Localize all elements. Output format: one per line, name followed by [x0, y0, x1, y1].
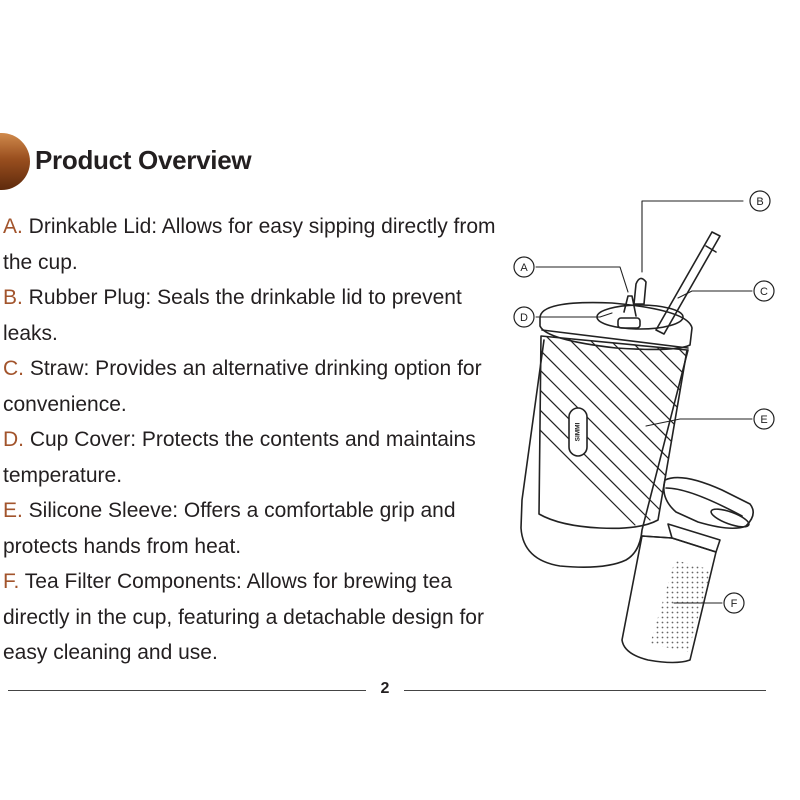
- feature-item-c: [3, 351, 503, 422]
- sleeve-logo: [575, 422, 582, 441]
- page-number: 2: [380, 680, 390, 697]
- feature-list: [3, 209, 503, 671]
- callout-b: [750, 191, 770, 211]
- feature-text: Drinkable Lid: Allows for easy sipping directly from the cup.: [3, 215, 496, 274]
- rubber-plug: [634, 278, 646, 304]
- feature-text: Silicone Sleeve: Offers a comfortable grip and protects hands from heat.: [3, 499, 456, 558]
- feature-text: Rubber Plug: Seals the drinkable lid to prevent leaks.: [3, 286, 462, 345]
- footer-rule-right: [404, 690, 766, 691]
- page-title: Product Overview: [35, 145, 252, 175]
- feature-text: Straw: Provides an alternative drinking option for convenience.: [3, 357, 482, 416]
- callouts: [514, 191, 774, 613]
- callout-label-a: A: [520, 262, 528, 274]
- feature-item-b: [3, 280, 503, 351]
- footer-rule-left: [8, 690, 366, 691]
- feature-item-f: [3, 564, 503, 671]
- feature-letter: E.: [3, 499, 23, 522]
- tea-filter-lid: [664, 478, 753, 531]
- feature-item-d: [3, 422, 503, 493]
- callout-label-e: E: [760, 414, 768, 426]
- sleeve-logo-text: SIMMI: [574, 422, 582, 442]
- callout-d: [514, 307, 534, 327]
- feature-letter: F.: [3, 570, 20, 593]
- section-marker-icon: [0, 133, 30, 190]
- feature-item-e: [3, 493, 503, 564]
- drinkable-lid: [618, 296, 640, 328]
- feature-letter: A.: [3, 215, 23, 238]
- callout-e: [754, 409, 774, 429]
- feature-text: Tea Filter Components: Allows for brewing tea directly in the cup, featuring a detachable design for easy cleaning and use.: [3, 570, 484, 664]
- callout-f: [724, 593, 744, 613]
- feature-letter: D.: [3, 428, 24, 451]
- callout-c: [754, 281, 774, 301]
- tea-filter: [622, 524, 720, 663]
- straw: [656, 232, 720, 334]
- tumbler-diagram: [500, 180, 790, 670]
- callout-label-d: D: [520, 312, 528, 324]
- silicone-sleeve: [500, 290, 790, 528]
- feature-item-a: [3, 209, 503, 280]
- feature-letter: C.: [3, 357, 24, 380]
- callout-label-c: C: [760, 286, 768, 298]
- feature-letter: B.: [3, 286, 23, 309]
- callout-label-f: F: [730, 598, 738, 610]
- feature-text: Cup Cover: Protects the contents and maintains temperature.: [3, 428, 476, 487]
- callout-label-b: B: [756, 196, 764, 208]
- callout-a: [514, 257, 534, 277]
